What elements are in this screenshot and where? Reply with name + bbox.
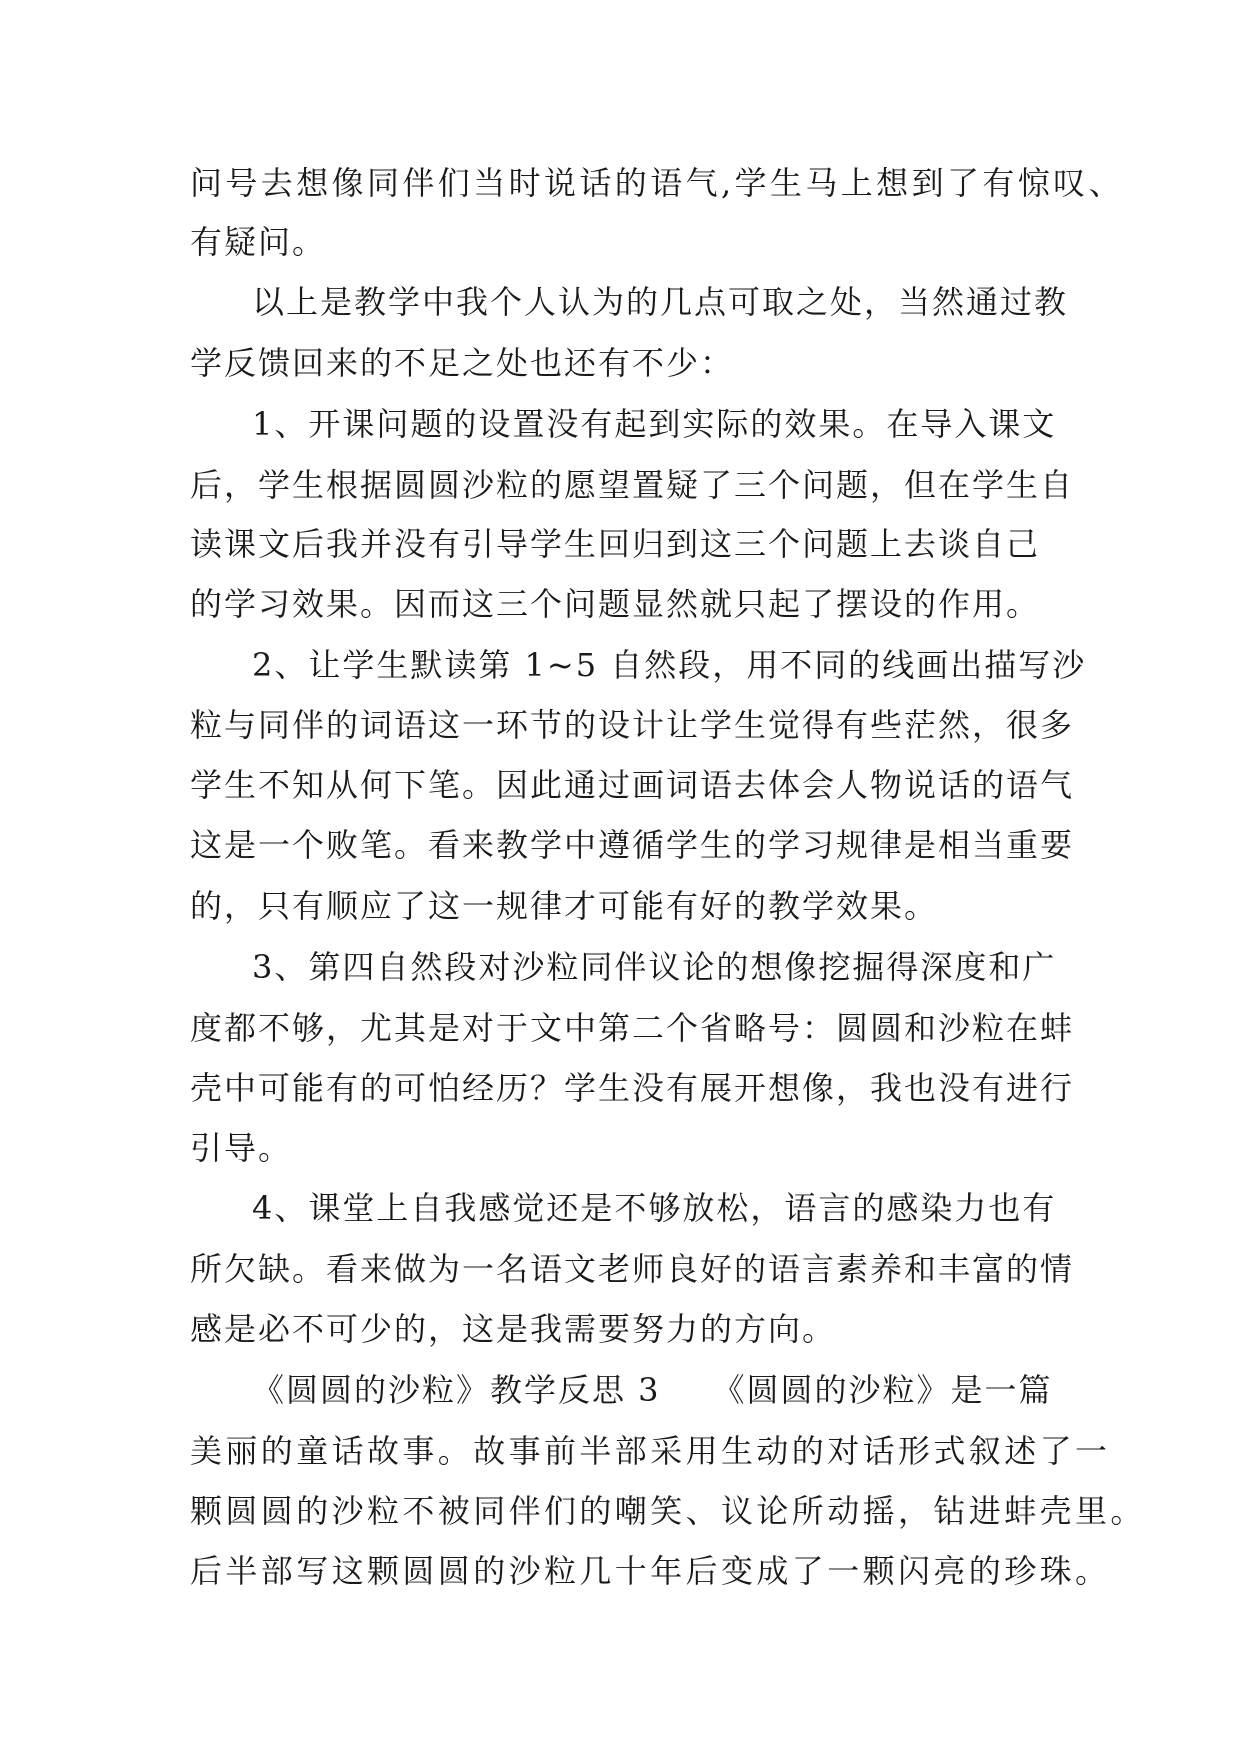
text-line: 美丽的童话故事。故事前半部采用生动的对话形式叙述了一 — [190, 1432, 1111, 1470]
text-line: 4、课堂上自我感觉还是不够放松，语言的感染力也有 — [252, 1189, 1057, 1227]
text-line: 有疑问。 — [190, 223, 327, 261]
text-line: 的，只有顺应了这一规律才可能有好的教学效果。 — [190, 887, 939, 925]
text-line: 后，学生根据圆圆沙粒的愿望置疑了三个问题，但在学生自 — [190, 466, 1075, 504]
text-line: 颗圆圆的沙粒不被同伴们的嘲笑、议论所动摇，钻进蚌壳里。 — [190, 1492, 1146, 1530]
text-line: 读课文后我并没有引导学生回归到这三个问题上去谈自己 — [190, 525, 1041, 563]
text-line: 问号去想像同伴们当时说话的语气,学生马上想到了有惊叹、 — [190, 164, 1124, 202]
text-line: 后半部写这颗圆圆的沙粒几十年后变成了一颗闪亮的珍珠。 — [190, 1552, 1111, 1590]
text-line: 以上是教学中我个人认为的几点可取之处，当然通过教 — [252, 283, 1069, 321]
text-line: 引导。 — [190, 1129, 293, 1167]
text-line: 这是一个败笔。看来教学中遵循学生的学习规律是相当重要 — [190, 826, 1075, 864]
text-line: 壳中可能有的可怕经历？学生没有展开想像，我也没有进行 — [190, 1069, 1075, 1107]
text-line: 感是必不可少的，这是我需要努力的方向。 — [190, 1310, 837, 1348]
text-line: 粒与同伴的词语这一环节的设计让学生觉得有些茫然，很多 — [190, 706, 1075, 744]
text-line: 的学习效果。因而这三个问题显然就只起了摆设的作用。 — [190, 585, 1041, 623]
text-line: 3、第四自然段对沙粒同伴议论的想像挖掘得深度和广 — [252, 948, 1057, 986]
text-line: 度都不够，尤其是对于文中第二个省略号：圆圆和沙粒在蚌 — [190, 1009, 1075, 1047]
text-line: 1、开课问题的设置没有起到实际的效果。在导入课文 — [252, 405, 1057, 443]
text-line: 所欠缺。看来做为一名语文老师良好的语言素养和丰富的情 — [190, 1250, 1075, 1288]
text-line: 2、让学生默读第 1~5 自然段，用不同的线画出描写沙 — [252, 646, 1087, 684]
text-line: 学反馈回来的不足之处也还有不少： — [190, 344, 735, 382]
text-line: 《圆圆的沙粒》教学反思 3 《圆圆的沙粒》是一篇 — [252, 1371, 1053, 1409]
text-line: 学生不知从何下笔。因此通过画词语去体会人物说话的语气 — [190, 766, 1075, 804]
